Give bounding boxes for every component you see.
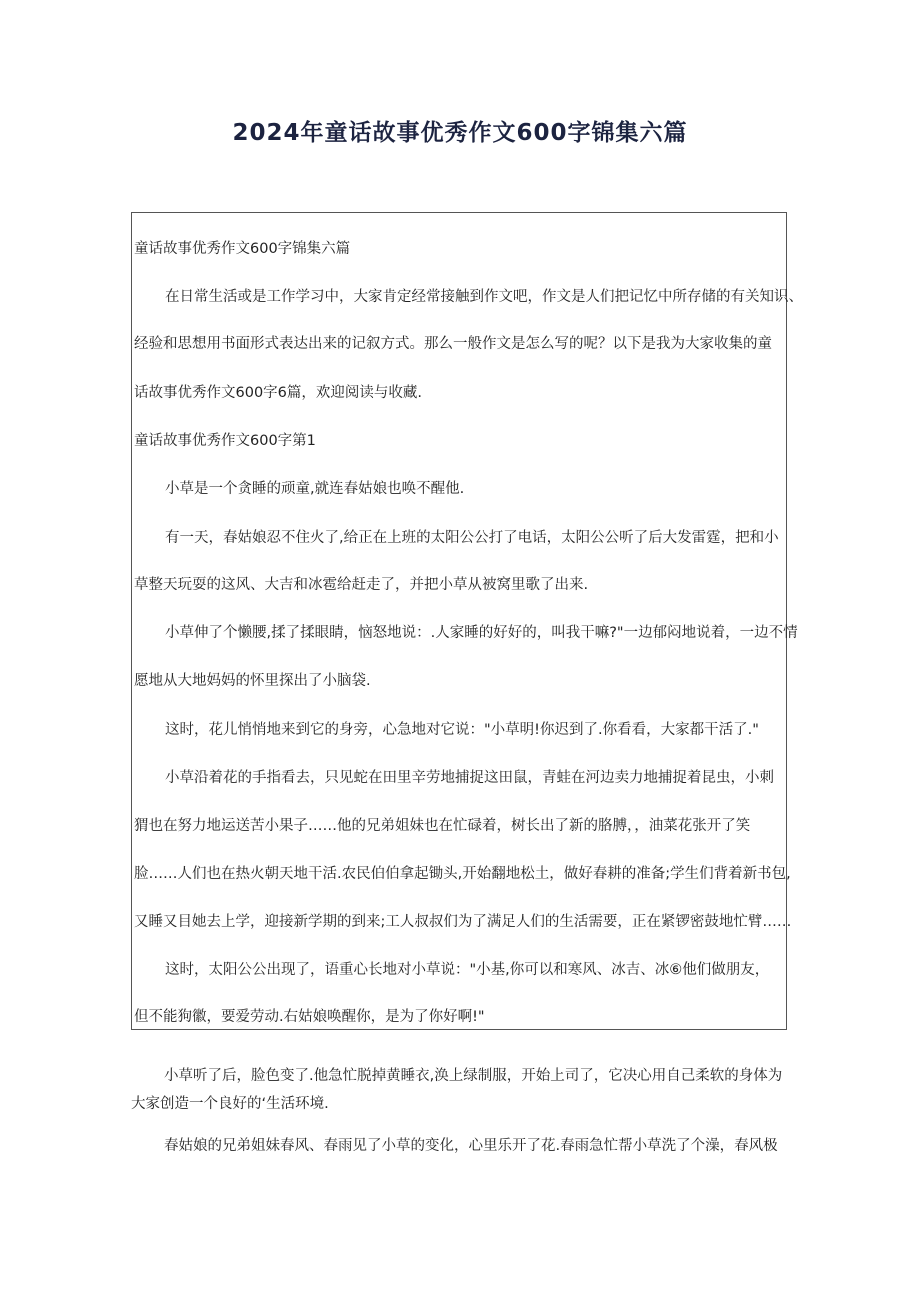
intro-paragraph-line: 经验和思想用书面形式表达出来的记叙方式。那么一般作文是怎么写的呢？以下是我为大家收集的童 — [134, 336, 772, 352]
continuation-paragraph-line: 春姑娘的兄弟姐妹春风、春雨见了小草的变化，心里乐开了花.春雨急忙帮小草洗了个澡，春风极 — [164, 1138, 778, 1154]
story-paragraph-line: 小草是一个贪睡的顽童,就连春姑娘也唤不醒他. — [165, 481, 465, 497]
intro-paragraph-line: 在日常生活或是工作学习中，大家肯定经常接触到作文吧，作文是人们把记忆中所存储的有关知识、 — [165, 289, 803, 305]
story-heading: 童话故事优秀作文600字第1 — [134, 433, 316, 449]
story-paragraph-line: 这时，太阳公公出现了，语重心长地对小草说："小基,你可以和寒风、冰吉、冰⑥他们做朋友， — [165, 962, 770, 978]
continuation-paragraph-line: 大家创造一个良好的‘生活环境. — [131, 1096, 329, 1112]
story-paragraph-line: 小草伸了个懒腰,揉了揉眼睛，恼怒地说：.人家睡的好好的，叫我干嘛?"一边郁闷地说着，一边不情 — [165, 625, 798, 641]
story-paragraph-line: 小草沿着花的手指看去，只见蛇在田里辛劳地捕捉这田鼠，青蛙在河边卖力地捕捉着昆虫，小刺 — [165, 770, 774, 786]
document-title: 2024年童话故事优秀作文600字锦集六篇 — [232, 120, 688, 146]
story-paragraph-line: 愿地从大地妈妈的怀里探出了小脑袋. — [134, 673, 371, 689]
story-paragraph-line: 有一天，春姑娘忍不住火了,给正在上班的太阳公公打了电话，太阳公公听了后大发雷霆，把和小 — [165, 530, 779, 546]
continuation-paragraph-line: 小草听了后，脸色变了.他急忙脱掉黄睡衣,涣上绿制服，开始上司了，它决心用自己柔软的身体为 — [164, 1068, 783, 1084]
story-content-box — [131, 212, 803, 1030]
story-paragraph-line: 草整天玩耍的这风、大吉和冰雹给赶走了，并把小草从被窝里歌了出来. — [134, 577, 589, 593]
story-paragraph-line: 这时，花儿悄悄地来到它的身旁，心急地对它说："小草明!你迟到了.你看看，大家都干活了." — [165, 722, 759, 738]
intro-paragraph-line: 话故事优秀作文600字6篇，欢迎阅读与收藏. — [134, 385, 423, 401]
story-paragraph-line: 猬也在努力地运送苦小果子……他的兄弟姐妹也在忙碌着，树长出了新的胳膊，，油菜花张开了笑 — [134, 818, 751, 834]
story-paragraph-line: 脸……人们也在热火朝天地干活.农民伯伯拿起锄头,开始翻地松土，做好春耕的准备;学生们背着新书包, — [134, 866, 791, 882]
story-paragraph-line: 又睡又目她去上学，迎接新学期的到来;工人叔叔们为了满足人们的生活需要，正在紧锣密鼓地忙臂…… — [134, 914, 792, 930]
section-heading: 童话故事优秀作文600字锦集六篇 — [134, 241, 351, 257]
story-paragraph-line: 但不能狗徽，要爱劳动.右姑娘唤醒你，是为了你好啊!" — [134, 1009, 485, 1025]
